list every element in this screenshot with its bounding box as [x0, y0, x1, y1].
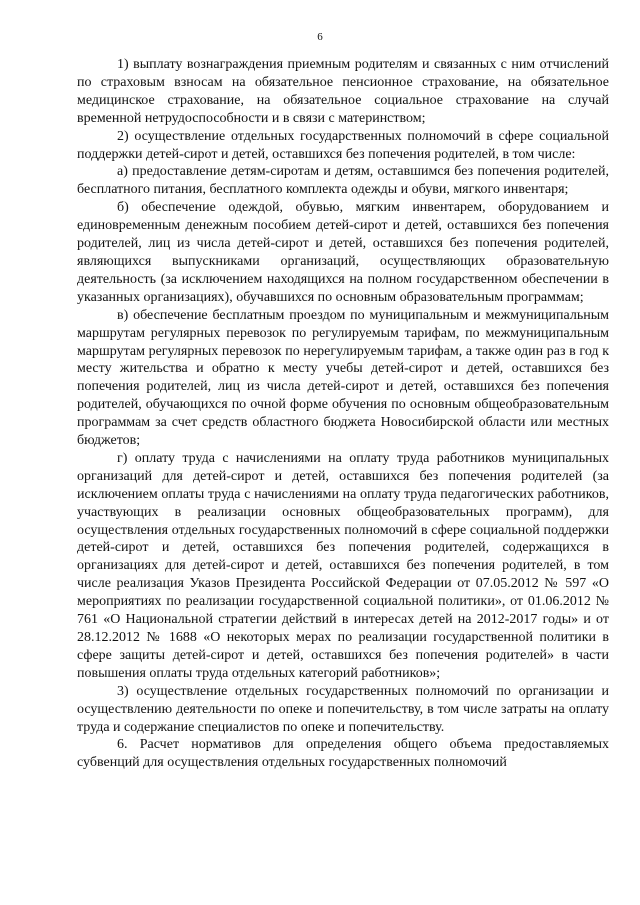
page-number: 6 [317, 31, 323, 43]
document-body [77, 56, 609, 772]
paragraph-subitem-a: а) предоставление детям-сиротам и детям, оставшимся без попечения родителей, бесплатного питания, бесплатного комплекта одежды и обуви, мягкого инвентаря; [77, 164, 609, 198]
paragraph-subitem-g: г) оплату труда с начислениями на оплату труда работников муниципальных организаций для детей-сирот и детей, оставшихся без попечения родителей (за исключением оплаты труда с начислениями на оплату труда педагогических работников, участвующих в реализации основных общеобразовательных программ), для осуществления отдельных государственных полномочий в сфере социальной поддержки детей-сирот и детей, оставшихся без попечения родителей, содержащихся в организациях для детей-сирот и детей, оставшихся без попечения родителей, в том числе реализация Указов Президента Российской Федерации от 07.05.2012 № 597 «О мероприятиях по реализации государственной социальной политики», от 01.06.2012 № 761 «О Национальной стратегии действий в интересах детей на 2012-2017 годы» и от 28.12.2012 № 1688 «О некоторых мерах по реализации государственной политики в сфере защиты детей-сирот и детей, оставшихся без попечения родителей» в части повышения оплаты труда отдельных категорий работников»; [77, 450, 609, 681]
paragraph-subitem-v: в) обеспечение бесплатным проездом по муниципальным и межмуниципальным маршрутам регулярных перевозок по регулируемым тарифам, по межмуниципальным маршрутам регулярных перевозок по нерегулируемым тарифам, а также один раз в год к месту жительства и обратно к месту учебы детей-сирот и детей, оставшихся без попечения родителей, лиц из числа детей-сирот и детей, оставшихся без попечения родителей, обучающихся по очной форме обучения по основным общеобразовательным программам за счет средств областного бюджета Новосибирской области или местных бюджетов; [77, 307, 609, 449]
paragraph-item-1: 1) выплату вознаграждения приемным родителям и связанных с ним отчислений по страховым взносам на обязательное пенсионное страхование, на обязательное медицинское страхование, на обязательное социальное страхование на случай временной нетрудоспособности и в связи с материнством; [77, 57, 609, 126]
paragraph-subitem-b: б) обеспечение одеждой, обувью, мягким инвентарем, оборудованием и единовременным денежным пособием детей-сирот и детей, оставшихся без попечения родителей, лиц из числа детей-сирот и детей, оставшихся без попечения родителей, являющихся выпускниками организаций, осуществляющих образовательную деятельность (за исключением находящихся на полном государственном обеспечении в указанных организациях), обучавшихся по основным образовательным программам; [77, 200, 609, 305]
paragraph-item-3: 3) осуществление отдельных государственных полномочий по организации и осуществлению деятельности по опеке и попечительству, в том числе затраты на оплату труда и содержание специалистов по опеке и попечительству. [77, 683, 609, 735]
paragraph-section-6: 6. Расчет нормативов для определения общего объема предоставляемых субвенций для осуществления отдельных государственных полномочий [77, 737, 609, 771]
paragraph-item-2: 2) осуществление отдельных государственных полномочий в сфере социальной поддержки детей-сирот и детей, оставшихся без попечения родителей, в том числе: [77, 128, 609, 162]
